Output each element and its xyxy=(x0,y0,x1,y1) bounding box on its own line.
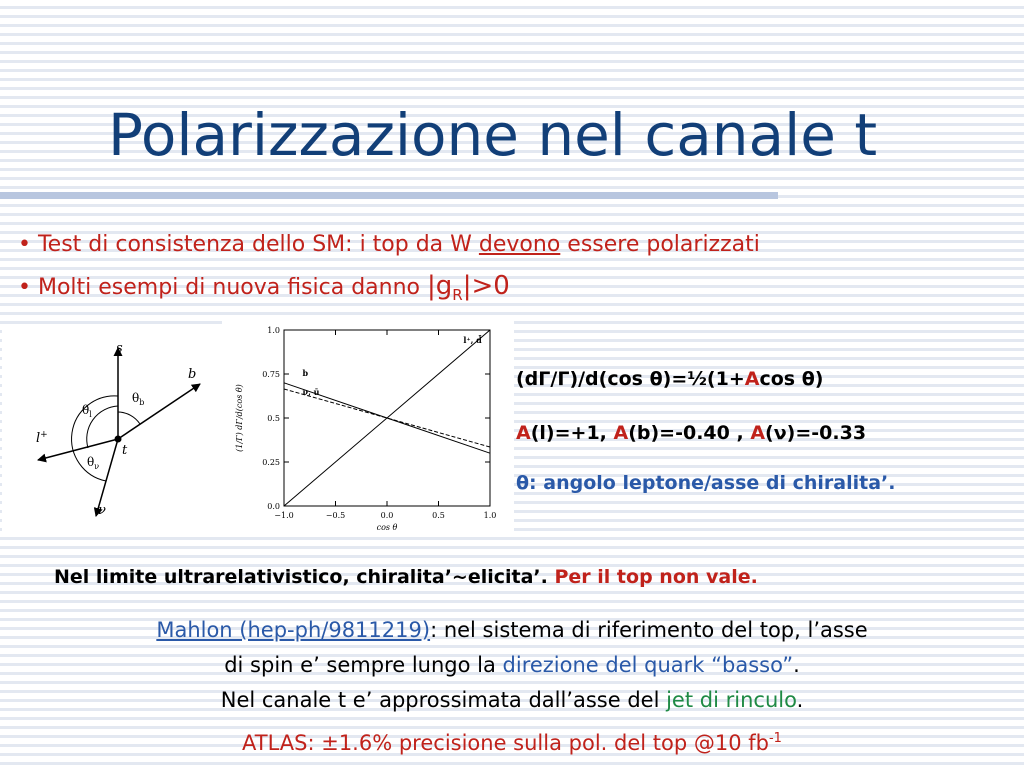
lepton-arrow xyxy=(38,439,118,460)
y-tick-label: 0.25 xyxy=(262,458,280,467)
series-label: ν, ū xyxy=(302,387,320,398)
x-tick-label: 1.0 xyxy=(483,511,497,520)
b-quark-arrow xyxy=(118,384,200,439)
y-tick-label: 1.0 xyxy=(267,326,280,335)
x-tick-label: −0.5 xyxy=(325,511,346,520)
y-tick-label: 0.75 xyxy=(262,370,280,379)
label-theta-b: $\theta_b$ xyxy=(132,391,145,407)
chart-svg xyxy=(222,316,514,536)
series-label: l⁺, d̄ xyxy=(463,335,482,346)
label-b: b xyxy=(188,367,197,382)
x-tick-label: 0.5 xyxy=(432,511,445,520)
bullet-sm-consistency xyxy=(18,231,760,259)
mahlon-reference-link[interactable]: Mahlon (hep-ph/9811219) xyxy=(156,618,431,642)
theta-b-arc xyxy=(118,412,140,424)
bullet-text: Test di consistenza dello SM: i top da W xyxy=(37,232,479,257)
bullet-marker: • xyxy=(18,275,31,300)
x-tick-label: 0.0 xyxy=(380,511,394,520)
mahlon-paragraph xyxy=(0,613,1024,718)
label-t: t xyxy=(122,443,128,458)
ultrarelativistic-note: Nel limite ultrarelativistico, chiralita’~elicita’. Per il top non vale. xyxy=(54,566,758,588)
angular-distribution-chart xyxy=(222,316,514,536)
mahlon-line-2: di spin e’ sempre lungo la direzione del quark “basso”. xyxy=(224,653,800,677)
atlas-precision-line: ATLAS: ±1.6% precisione sulla pol. del top @10 $fb^{-1}$ xyxy=(242,731,782,755)
bullet-new-physics xyxy=(18,272,510,309)
x-tick-label: −1.0 xyxy=(274,511,294,520)
slide-title: Polarizzazione nel canale t xyxy=(108,101,878,169)
theta-definition: θ: angolo leptone/asse di chiralita’. xyxy=(516,472,896,494)
asymmetry-values: A(l)=+1, A(b)=-0.40 , A(ν)=-0.33 xyxy=(516,422,867,444)
label-theta-l: $\theta_l$ xyxy=(82,403,92,419)
series-label: b xyxy=(302,367,309,378)
y-axis-label: (1/Γ) dΓ/d(cos θ) xyxy=(235,384,244,452)
y-tick-label: 0.5 xyxy=(267,414,280,423)
label-lepton: l+ xyxy=(36,430,48,446)
gr-expression: $|g_R|>0$ xyxy=(427,271,510,305)
label-theta-nu: $\theta_\nu$ xyxy=(87,455,100,471)
decay-angle-svg xyxy=(2,326,228,533)
top-quark-dot xyxy=(115,436,122,443)
x-axis-label: cos θ xyxy=(376,523,398,532)
title-underline-rule xyxy=(0,192,778,199)
mahlon-line-3: Nel canale t e’ approssimata dall’asse del jet di rinculo. xyxy=(220,688,804,712)
label-s: s xyxy=(116,341,123,356)
decay-angle-diagram xyxy=(2,326,228,533)
bullet-text: Molti esempi di nuova fisica danno xyxy=(37,275,428,300)
bullet-underlined-word: devono xyxy=(478,232,561,257)
label-nu: ν xyxy=(98,503,106,518)
distribution-formula: (dΓ/Γ)/d(cos θ)=½(1+Acos θ) xyxy=(516,368,824,390)
bullet-text-end: essere polarizzati xyxy=(560,232,760,257)
mahlon-line-1: Mahlon (hep-ph/9811219): nel sistema di riferimento del top, l’asse xyxy=(156,618,868,642)
y-tick-label: 0.0 xyxy=(267,502,280,511)
bullet-marker: • xyxy=(18,232,31,257)
